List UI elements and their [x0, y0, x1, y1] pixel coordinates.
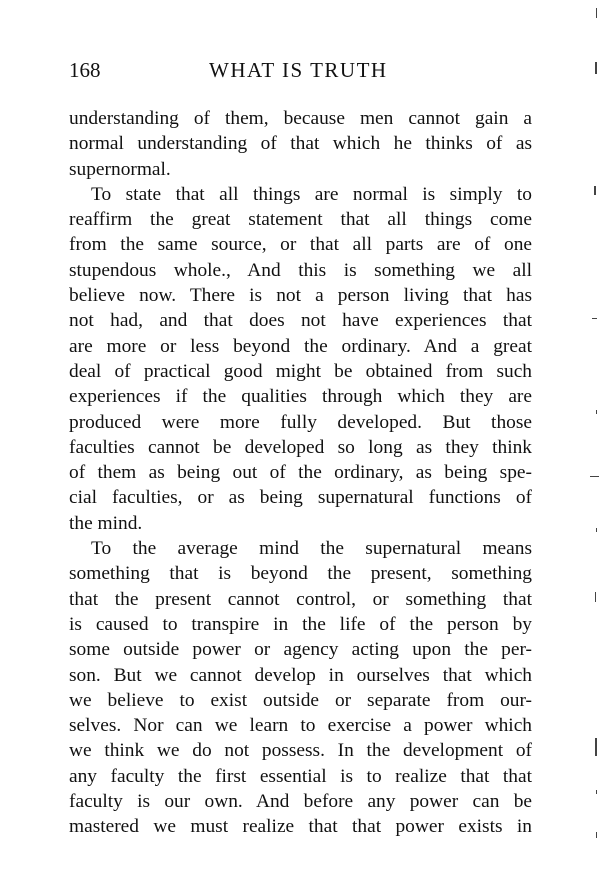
text-line: of them as being out of the ordinary, as being spe- — [69, 462, 532, 484]
text-line: supernormal. — [69, 158, 171, 180]
text-line: To the average mind the supernatural means — [91, 538, 532, 560]
text-line: something that is beyond the present, something — [69, 563, 532, 585]
text-line: faculties cannot be developed so long as they think — [69, 436, 532, 458]
scan-artifact — [595, 62, 597, 74]
text-line: from the same source, or that all parts are of one — [69, 234, 532, 256]
text-line: any faculty the first essential is to realize that that — [69, 765, 532, 787]
text-line: understanding of them, because men cannot gain a — [69, 108, 532, 129]
scan-artifact — [596, 790, 597, 794]
scan-artifact — [590, 476, 599, 477]
text-line: we think we do not possess. In the development of — [69, 740, 532, 762]
scan-artifact — [592, 318, 597, 319]
scan-artifact — [594, 186, 596, 195]
text-line: produced were more fully developed. But those — [69, 411, 532, 433]
text-line: cial faculties, or as being supernatural functions of — [69, 487, 532, 509]
text-line: that the present cannot control, or something that — [69, 588, 532, 610]
text-line: is caused to transpire in the life of the person by — [69, 613, 532, 635]
page-number: 168 — [69, 58, 101, 82]
text-line: stupendous whole., And this is something we all — [69, 259, 532, 281]
scan-artifact — [595, 592, 596, 602]
text-line: To state that all things are normal is simply to — [91, 183, 532, 205]
text-line: reaffirm the great statement that all things come — [69, 209, 532, 231]
text-line: mastered we must realize that that power exists in — [69, 816, 532, 838]
scan-artifact — [596, 832, 597, 838]
text-line: faculty is our own. And before any power can be — [69, 791, 532, 813]
scan-artifact — [595, 738, 597, 756]
text-line: not had, and that does not have experiences that — [69, 310, 532, 332]
text-line: selves. Nor can we learn to exercise a power which — [69, 715, 532, 737]
text-line: believe now. There is not a person living that has — [69, 285, 532, 307]
scan-artifact — [596, 410, 597, 414]
text-line: normal understanding of that which he thinks of as — [69, 133, 532, 155]
text-line: deal of practical good might be obtained from such — [69, 360, 532, 382]
text-line: are more or less beyond the ordinary. And a great — [69, 335, 532, 357]
text-line: we believe to exist outside or separate from our- — [69, 689, 532, 711]
text-line: some outside power or agency acting upon the per- — [69, 639, 532, 661]
text-line: the mind. — [69, 512, 143, 534]
scan-artifact — [596, 8, 597, 18]
text-line: son. But we cannot develop in ourselves that which — [69, 664, 532, 686]
scan-artifact — [596, 528, 597, 532]
running-title: WHAT IS TRUTH — [209, 58, 388, 82]
text-line: experiences if the qualities through which they are — [69, 386, 532, 408]
body-text — [69, 106, 532, 840]
page-header — [69, 58, 539, 88]
